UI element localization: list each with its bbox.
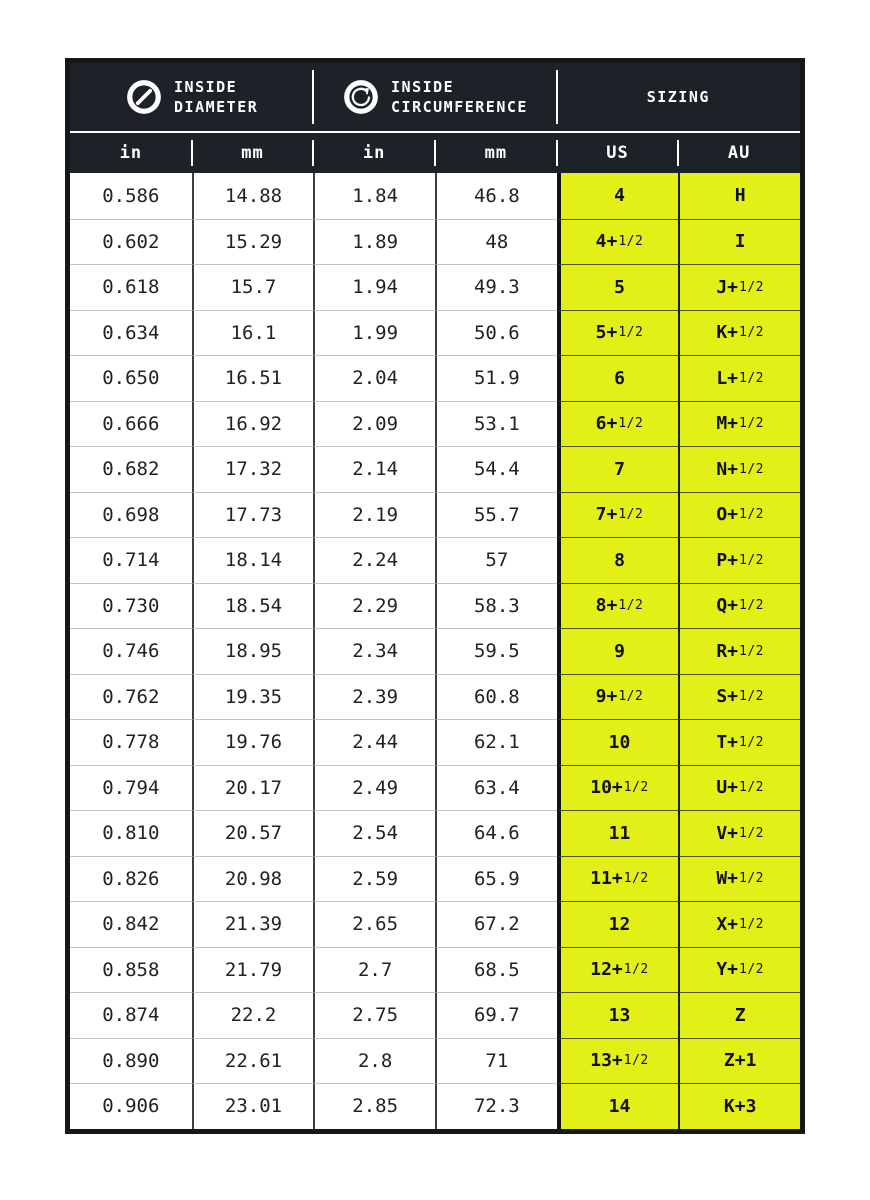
cell-circumference-in: 2.34 [313,628,435,674]
table-row [70,219,800,265]
cell-diameter-in: 0.826 [70,856,192,902]
table-row [70,810,800,856]
cell-circumference-mm: 68.5 [435,947,557,993]
cell-size-us: 6+ 1/2 [557,401,679,447]
cell-circumference-in: 1.99 [313,310,435,356]
cell-diameter-in: 0.778 [70,719,192,765]
table-row [70,310,800,356]
cell-circumference-in: 2.19 [313,492,435,538]
cell-diameter-mm: 18.14 [192,537,314,583]
cell-size-au: L+ 1/2 [678,355,800,401]
table-row [70,401,800,447]
column-header-circumference-in: in [313,133,435,173]
table-body [70,173,800,1129]
header-group-inside-diameter [70,63,313,131]
cell-size-us: 14 [557,1083,679,1129]
cell-diameter-mm: 15.29 [192,219,314,265]
header-group-label: INSIDE CIRCUMFERENCE [391,77,528,116]
cell-size-au: H [678,173,800,219]
cell-size-au: U+ 1/2 [678,765,800,811]
cell-diameter-in: 0.890 [70,1038,192,1084]
cell-diameter-mm: 19.76 [192,719,314,765]
column-header-row [70,131,800,173]
cell-size-us: 5+ 1/2 [557,310,679,356]
cell-size-au: J+ 1/2 [678,264,800,310]
cell-diameter-mm: 17.32 [192,446,314,492]
cell-size-us: 7 [557,446,679,492]
cell-diameter-in: 0.666 [70,401,192,447]
cell-diameter-in: 0.586 [102,184,160,207]
cell-size-us: 12+ 1/2 [557,947,679,993]
cell-circumference-mm: 46.8 [435,173,557,219]
cell-circumference-in: 2.59 [313,856,435,902]
header-group-label: SIZING [646,88,710,106]
cell-diameter-in: 0.602 [70,219,192,265]
cell-diameter-in: 0.746 [70,628,192,674]
cell-diameter-mm: 18.54 [192,583,314,629]
cell-circumference-in: 2.14 [313,446,435,492]
table-row [70,492,800,538]
cell-size-au: O+ 1/2 [678,492,800,538]
cell-size-au: M+ 1/2 [678,401,800,447]
cell-circumference-in: 2.29 [313,583,435,629]
cell-size-au: W+ 1/2 [678,856,800,902]
header-group-sizing [557,63,800,131]
cell-size-au: K+ 1/2 [678,310,800,356]
table-row [70,674,800,720]
cell-size-au: P+ 1/2 [678,537,800,583]
column-header-circumference-mm: mm [435,133,557,173]
table-row [70,992,800,1038]
cell-diameter-in: 0.762 [70,674,192,720]
cell-size-au: V+ 1/2 [678,810,800,856]
cell-diameter-in: 0.682 [70,446,192,492]
cell-diameter-mm: 18.95 [192,628,314,674]
cell-circumference-in: 2.85 [313,1083,435,1129]
cell-circumference-mm: 71 [435,1038,557,1084]
cell-diameter-mm: 21.39 [192,901,314,947]
cell-diameter-mm: 22.2 [192,992,314,1038]
cell-size-us: 7+ 1/2 [557,492,679,538]
cell-diameter-mm: 14.88 [192,173,314,219]
cell-size-us: 10+ 1/2 [557,765,679,811]
cell-size-us: 6 [557,355,679,401]
cell-size-us: 11 [557,810,679,856]
cell-circumference-in: 2.44 [313,719,435,765]
cell-size-au: K+3 [678,1083,800,1129]
header-group-label: INSIDE DIAMETER [174,77,259,116]
cell-size-au: Q+ 1/2 [678,583,800,629]
cell-circumference-mm: 48 [435,219,557,265]
cell-circumference-mm: 54.4 [435,446,557,492]
cell-circumference-mm: 59.5 [435,628,557,674]
cell-diameter-mm: 16.51 [192,355,314,401]
table-row [70,173,800,219]
cell-circumference-in: 2.54 [313,810,435,856]
cell-size-us: 13 [557,992,679,1038]
cell-size-us: 5 [557,264,679,310]
cell-diameter-in: 0.650 [70,355,192,401]
cell-circumference-mm: 49.3 [435,264,557,310]
cell-size-us: 11+ 1/2 [557,856,679,902]
cell-diameter-in: 0.842 [70,901,192,947]
cell-diameter-in: 0.698 [70,492,192,538]
cell-size-us: 9 [557,628,679,674]
cell-diameter-mm: 20.17 [192,765,314,811]
diameter-icon [125,78,163,116]
cell-circumference-mm: 60.8 [435,674,557,720]
cell-circumference-mm: 62.1 [435,719,557,765]
cell-circumference-mm: 72.3 [435,1083,557,1129]
cell-circumference-mm: 69.7 [435,992,557,1038]
column-header-size-au: AU [678,133,800,173]
table-row [70,947,800,993]
cell-diameter-in: 0.634 [70,310,192,356]
cell-size-us: 13+ 1/2 [557,1038,679,1084]
cell-diameter-mm: 21.79 [192,947,314,993]
cell-diameter-in: 0.714 [70,537,192,583]
cell-diameter-mm: 17.73 [192,492,314,538]
cell-size-us: 9+ 1/2 [557,674,679,720]
cell-size-us: 12 [557,901,679,947]
cell-diameter-in: 0.618 [70,264,192,310]
table-row [70,628,800,674]
cell-size-au: S+ 1/2 [678,674,800,720]
cell-size-us: 4 [557,173,679,219]
table-row [70,264,800,310]
cell-circumference-mm: 50.6 [435,310,557,356]
cell-size-us: 8 [557,537,679,583]
cell-circumference-in: 2.49 [313,765,435,811]
cell-size-au: Z [678,992,800,1038]
cell-size-au: Y+ 1/2 [678,947,800,993]
cell-circumference-mm: 65.9 [435,856,557,902]
cell-circumference-in: 2.8 [313,1038,435,1084]
cell-diameter-mm: 19.35 [192,674,314,720]
cell-circumference-in: 1.94 [313,264,435,310]
table-row [70,856,800,902]
cell-circumference-in: 2.7 [313,947,435,993]
table-row [70,355,800,401]
cell-diameter-in: 0.906 [70,1083,192,1129]
cell-circumference-mm: 57 [435,537,557,583]
cell-diameter-in: 0.794 [70,765,192,811]
ring-size-table [65,58,805,1134]
cell-size-us: 4+ 1/2 [557,219,679,265]
table-row [70,537,800,583]
cell-circumference-mm: 67.2 [435,901,557,947]
cell-diameter-in: 0.858 [70,947,192,993]
cell-circumference-in: 2.39 [313,674,435,720]
cell-circumference-in: 1.84 [313,173,435,219]
column-header-size-us: US [557,133,679,173]
cell-size-us: 8+ 1/2 [557,583,679,629]
cell-circumference-mm: 51.9 [435,355,557,401]
table-row [70,583,800,629]
cell-size-au: R+ 1/2 [678,628,800,674]
cell-size-au: X+ 1/2 [678,901,800,947]
cell-diameter-mm: 23.01 [192,1083,314,1129]
cell-size-au: N+ 1/2 [678,446,800,492]
cell-circumference-mm: 53.1 [435,401,557,447]
table-row [70,446,800,492]
cell-size-us: 10 [557,719,679,765]
cell-diameter-mm: 22.61 [192,1038,314,1084]
table-row [70,1038,800,1084]
cell-circumference-mm: 64.6 [435,810,557,856]
table-row [70,719,800,765]
cell-diameter-mm: 20.57 [192,810,314,856]
cell-circumference-in: 2.24 [313,537,435,583]
cell-diameter-in: 0.810 [70,810,192,856]
cell-diameter-mm: 15.7 [192,264,314,310]
cell-diameter-mm: 16.1 [192,310,314,356]
column-header-diameter-in: in [119,143,143,163]
table-row [70,901,800,947]
cell-circumference-mm: 55.7 [435,492,557,538]
table-row [70,1083,800,1129]
column-header-diameter-mm: mm [192,133,314,173]
cell-diameter-in: 0.730 [70,583,192,629]
header-title-row [70,63,800,131]
cell-size-au: T+ 1/2 [678,719,800,765]
cell-circumference-mm: 58.3 [435,583,557,629]
cell-diameter-in: 0.874 [70,992,192,1038]
cell-circumference-in: 2.09 [313,401,435,447]
cell-circumference-in: 2.75 [313,992,435,1038]
header-group-inside-circumference [313,63,556,131]
circumference-icon [342,78,380,116]
cell-circumference-in: 1.89 [313,219,435,265]
cell-circumference-in: 2.04 [313,355,435,401]
cell-circumference-mm: 63.4 [435,765,557,811]
cell-circumference-in: 2.65 [313,901,435,947]
table-row [70,765,800,811]
cell-diameter-mm: 20.98 [192,856,314,902]
cell-size-au: Z+1 [678,1038,800,1084]
cell-diameter-mm: 16.92 [192,401,314,447]
cell-size-au: I [678,219,800,265]
table-header [70,63,800,173]
